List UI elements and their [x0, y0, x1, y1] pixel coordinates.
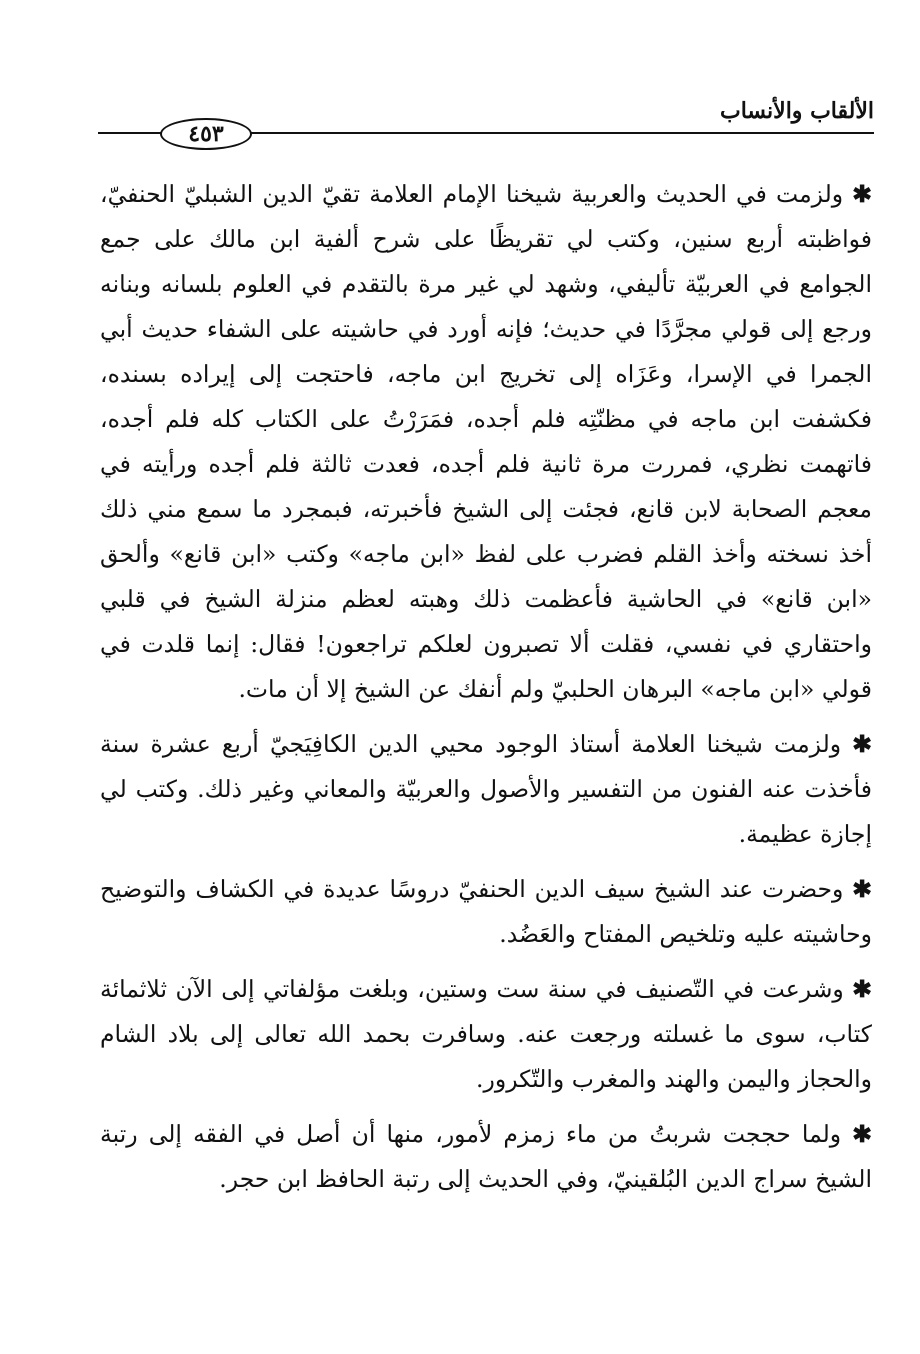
paragraph: [100, 1112, 872, 1202]
bullet-star-icon: ✱: [852, 730, 872, 758]
page-header: [98, 96, 874, 156]
paragraph-text: وحضرت عند الشيخ سيف الدين الحنفيّ دروسًا عديدة في الكشاف والتوضيح وحاشيته عليه وتلخيص المفتاح والعَضُد.: [100, 875, 872, 948]
bullet-star-icon: ✱: [852, 975, 872, 1003]
page-number-badge: ٤٥٣: [160, 118, 252, 150]
paragraph-text: وشرعت في التّصنيف في سنة ست وستين، وبلغت مؤلفاتي إلى الآن ثلاثمائة كتاب، سوى ما غسلته ورجعت عنه. وسافرت بحمد الله تعالى إلى بلاد الشام والحجاز واليمن والهند والمغرب والتّكرور.: [100, 975, 872, 1093]
bullet-star-icon: ✱: [852, 1120, 872, 1148]
bullet-star-icon: ✱: [852, 875, 872, 903]
body-text: [100, 172, 872, 1202]
paragraph: [100, 867, 872, 957]
running-title: الألقاب والأنساب: [719, 98, 874, 124]
paragraph-text: ولما حججت شربتُ من ماء زمزم لأمور، منها أن أصل في الفقه إلى رتبة الشيخ سراج الدين البُلقينيّ، وفي الحديث إلى رتبة الحافظ ابن حجر.: [100, 1120, 872, 1193]
paragraph: [100, 722, 872, 857]
paragraph-text: ولزمت في الحديث والعربية شيخنا الإمام العلامة تقيّ الدين الشبليّ الحنفيّ، فواظبته أربع سنين، وكتب لي تقريظًا على شرح ألفية ابن مالك على جمع الجوامع في العربيّة تأليفي، وشهد لي غير مرة بالتقدم في العلوم بلسانه وبنانه ورجع إلى قولي مجرَّدًا في حديث؛ فإنه أورد في حاشيته على الشفاء حديث أبي الجمرا في الإسرا، وعَزَاه إلى تخريج ابن ماجه، فاحتجت إلى إيراده بسنده، فكشفت ابن ماجه في مظنّتِه فلم أجده، فمَرَرْتُ على الكتاب كله فلم أجده، فاتهمت نظري، فمررت مرة ثانية فلم أجده، فعدت ثالثة فلم أجده ورأيته في معجم الصحابة لابن قانع، فجئت إلى الشيخ فأخبرته، فبمجرد ما سمع مني ذلك أخذ نسخته وأخذ القلم فضرب على لفظ «ابن ماجه» وكتب «ابن قانع» وألحق «ابن قانع» في الحاشية فأعظمت ذلك وهبته لعظم منزلة الشيخ في قلبي واحتقاري في نفسي، فقلت ألا تصبرون لعلكم تراجعون! فقال: إنما قلدت في قولي «ابن ماجه» البرهان الحلبيّ ولم أنفك عن الشيخ إلا أن مات.: [100, 180, 873, 703]
bullet-star-icon: ✱: [852, 180, 872, 208]
paragraph: [100, 967, 872, 1102]
paragraph-text: ولزمت شيخنا العلامة أستاذ الوجود محيي الدين الكافِيَجيّ أربع عشرة سنة فأخذت عنه الفنون من التفسير والأصول والعربيّة والمعاني وغير ذلك. وكتب لي إجازة عظيمة.: [100, 730, 872, 848]
paragraph: [100, 172, 872, 712]
